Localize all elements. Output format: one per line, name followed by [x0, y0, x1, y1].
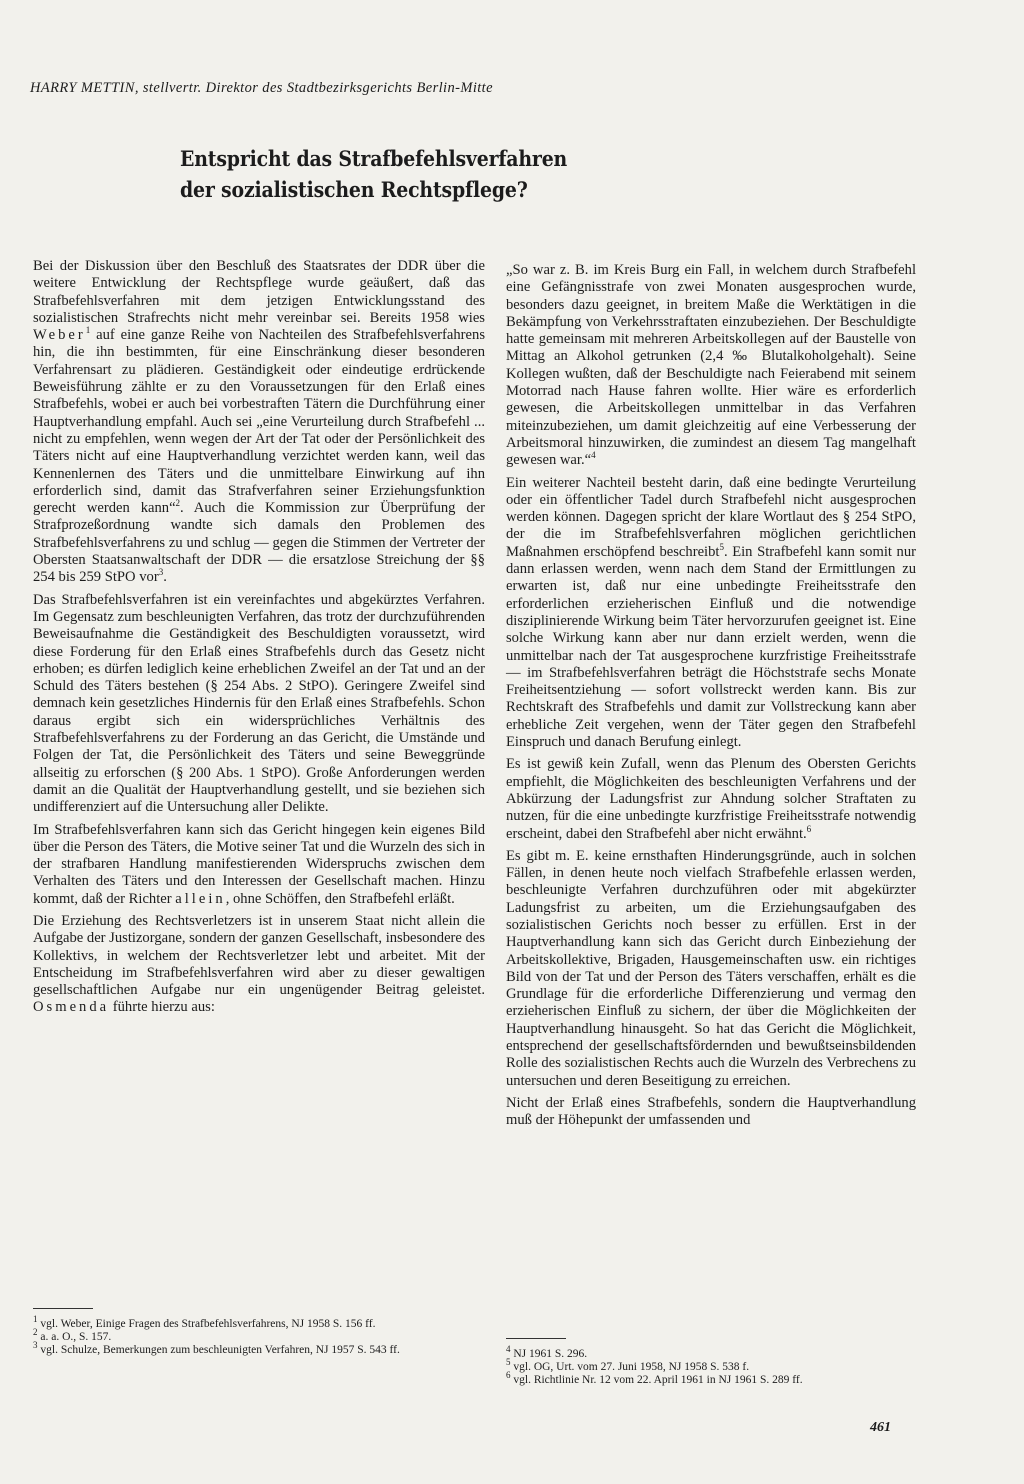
footnote-ref[interactable]: 1 — [85, 325, 91, 336]
footnote-number: 4 — [506, 1344, 511, 1355]
footnote-1 — [33, 1314, 485, 1331]
emphasis-spaced: allein — [175, 890, 226, 907]
footnote-number: 6 — [506, 1370, 511, 1381]
footnote-6 — [506, 1370, 916, 1387]
footnote-rule-right — [506, 1338, 566, 1339]
left-paragraph-4 — [33, 913, 485, 1017]
footnote-4 — [506, 1344, 916, 1361]
article-title — [180, 143, 684, 205]
title-line-1: Entspricht das Strafbefehlsverfahren — [180, 146, 568, 171]
footnotes-right — [506, 1344, 916, 1387]
footnote-text: vgl. Richtlinie Nr. 12 vom 22. April 1961 in NJ 1961 S. 289 ff. — [513, 1374, 803, 1386]
right-paragraph-1 — [506, 262, 916, 470]
text-run: Ein weiterer Nachteil besteht darin, daß eine bedingte Verurteilung oder ein öffentlicher Tadel durch Strafbefehl nicht ausgesprochen werden können. Dagegen spricht der klare Wortlaut des § 254 StPO, der die im Strafbefehlsverfahren möglichen gerichtlichen Maßnahmen erschöpfend beschreibt — [506, 474, 916, 560]
footnote-text: vgl. OG, Urt. vom 27. Juni 1958, NJ 1958 S. 538 f. — [513, 1361, 750, 1373]
text-run: Die Erziehung des Rechtsverletzers ist in unserem Staat nicht allein die Aufgabe der Justizorgane, sondern der ganzen Gesellschaft, insbesondere des Kollektivs, in welchem der Rechtsverletzer lebt und arbeitet. Mit der Entscheidung im Strafbefehlsverfahren wird aber zu dieser gewaltigen gesellschaftlichen Aufgabe nur ein ungenügender Beitrag geleistet. — [33, 912, 485, 999]
text-run: Bei der Diskussion über den Beschluß des Staatsrates der DDR über die weitere Entwicklung der Rechtspflege wurde geäußert, daß das Strafbefehlsverfahren mit dem jetzigen Entwicklungsstand des sozialistischen Strafrechts nicht mehr vereinbar sei. Bereits 1958 wies — [33, 258, 485, 326]
footnote-5 — [506, 1357, 916, 1374]
footnote-rule-left — [33, 1308, 93, 1309]
footnote-ref[interactable]: 3 — [158, 567, 164, 578]
footnotes-left — [33, 1314, 485, 1357]
left-column — [33, 258, 485, 1022]
text-run: führte hierzu aus: — [109, 999, 215, 1016]
text-run: auf eine ganze Reihe von Nachteilen des Strafbefehlsverfahrens hin, die ihn bestimmten, für eine Einschränkung dieser besonderen Verfahrensart zu plädieren. Geständigkeit oder eindeutige erdrückende Beweisführung zählte er zu den Voraussetzungen für den Erlaß eines Strafbefehls, wobei er auch bei vorbestraften Tätern die Durchführung einer Hauptverhandlung empfahl. Auch sei „eine Verurteilung durch Strafbefehl ... nicht zu empfehlen, wenn wegen der Art der Tat oder der Persönlichkeit des Täters nicht auf eine Hauptverhandlung verzichtet werden kann, weil das Kennenlernen des Täters und die unmittelbare Einwirkung auf ihn erforderlich sind, damit das Strafverfahren seiner Erziehungsfunktion gerecht werden kann“ — [33, 327, 485, 517]
footnote-ref[interactable]: 5 — [719, 541, 724, 552]
right-paragraph-4: Es gibt m. E. keine ernsthaften Hinderungsgründe, auch in solchen Fällen, in denen heute noch vielfach Strafbefehle erlassen werden, beschleunigte Verfahren durchzuführen oder mit abgekürzter Ladungsfrist zu arbeiten, um die Erziehungsaufgaben des sozialistischen Gerichts noch besser zu erfüllen. Erst in der Hauptverhandlung kann sich das Gericht durch Einbeziehung der Arbeitskollektive, Brigaden, Hausgemeinschaften usw. ein richtiges Bild von der Tat und der Person des Täters verschaffen, erhält es die Grundlage für die erforderliche Differenzierung und vermag den erzieherischen Einfluß zu sichern, der über die Möglichkeiten der Hauptverhandlung hinausgeht. So hat das Gericht die Möglichkeit, entsprechend der gesellschaftsfördernden und bewußtseinsbildenden Rolle des sozialistischen Rechts auch die Wurzeln des Verbrechens zu untersuchen und deren Beseitigung zu erreichen. — [506, 847, 916, 1089]
page-number: 461 — [870, 1420, 891, 1435]
left-paragraph-2: Das Strafbefehlsverfahren ist ein vereinfachtes und abgekürztes Verfahren. Im Gegensatz zum beschleunigten Verfahren, das trotz der durchzuführenden Beweisaufnahme die Geständigkeit des Beschuldigten voraussetzt, wird diese Forderung für den Erlaß eines Strafbefehls durch das Gesetz nicht erhoben; es dürfen lediglich keine erheblichen Zweifel an der Tat und an der Schuld des Täters bestehen (§ 254 Abs. 2 StPO). Geringere Zweifel sind demnach kein gesetzliches Hindernis für den Erlaß eines Strafbefehls. Schon daraus ergibt sich ein widersprüchliches Verhältnis des Strafbefehlsverfahrens zu der Forderung an das Gericht, die Umstände und Folgen der Tat, die Persönlichkeit des Täters und seine Beweggründe allseitig zu erforschen (§ 200 Abs. 1 StPO). Große Anforderungen werden damit an die Qualität der Hauptverhandlung gestellt, und sie beziehen sich undifferenziert auf die Untersuchung aller Delikte. — [33, 591, 485, 816]
author-byline: HARRY METTIN, stellvertr. Direktor des Stadtbezirksgerichts Berlin-Mitte — [30, 80, 493, 96]
text-run: Es ist gewiß kein Zufall, wenn das Plenum des Obersten Gerichts empfiehlt, die Möglichkeiten des beschleunigten Verfahrens und der Abkürzung der Ladungsfrist zur Ahndung solcher Straftaten zu nutzen, für die eine unbedingte kurzfristige Freiheitsstrafe notwendig erscheint, dabei den Strafbefehl aber nicht erwähnt. — [506, 756, 916, 842]
title-line-2: der sozialistischen Rechtspflege? — [180, 177, 528, 202]
text-run: . — [163, 569, 167, 586]
footnote-number: 1 — [33, 1314, 38, 1325]
text-run: „So war z. B. im Kreis Burg ein Fall, in welchem durch Strafbefehl eine Gefängnisstrafe von zwei Monaten ausgesprochen wurde, besonders dazu geeignet, in breitem Maße die Werktätigen in die Bekämpfung von Verkehrsstraftaten einzubeziehen. Der Beschuldigte hatte gemeinsam mit mehreren Arbeitskollegen auf der Baustelle von Mittag an Alkohol getrunken (2,4 ‰ Blutalkoholgehalt). Seine Kollegen wußten, daß der Beschuldigte nach Feierabend mit seinem Motorrad nach Hause fahren wollte. Hier wäre es erforderlich gewesen, die Arbeitskollegen unmittelbar in das Verfahren miteinzubeziehen, um damit gleichzeitig auf eine Verbesserung der Arbeitsmoral hinzuwirken, die zumindest an diesem Tag mangelhaft gewesen war.“ — [506, 262, 916, 469]
footnote-ref[interactable]: 2 — [175, 498, 181, 509]
author-name-spaced: Osmenda — [33, 999, 110, 1016]
right-paragraph-3 — [506, 756, 916, 842]
author-name-spaced: Weber — [33, 327, 86, 344]
left-paragraph-1 — [33, 258, 485, 587]
right-paragraph-2 — [506, 475, 916, 752]
footnote-number: 5 — [506, 1357, 511, 1368]
text-run: . Auch die Kommission zur Überprüfung der Strafprozeßordnung wandte sich damals den Problemen des Strafbefehlsverfahrens zu und schlug — gegen die Stimmen der Vertreter der Obersten Staatsanwaltschaft der DDR — die ersatzlose Streichung der §§ 254 bis 259 StPO vor — [33, 500, 486, 586]
text-run: , ohne Schöffen, den Strafbefehl erläßt. — [225, 890, 455, 907]
right-paragraph-5: Nicht der Erlaß eines Strafbefehls, sondern die Hauptverhandlung muß der Höhepunkt der umfassenden und — [506, 1094, 916, 1129]
left-paragraph-3 — [33, 822, 485, 908]
footnote-text: NJ 1961 S. 296. — [513, 1348, 588, 1360]
footnote-text: vgl. Weber, Einige Fragen des Strafbefehlsverfahrens, NJ 1958 S. 156 ff. — [40, 1318, 376, 1330]
footnote-text: a. a. O., S. 157. — [40, 1331, 112, 1343]
right-column — [506, 262, 916, 1135]
text-run: . Ein Strafbefehl kann somit nur dann erlassen werden, wenn nach dem Stand der Ermittlungen zu erwarten ist, daß nur eine unbedingte Freiheitsstrafe den erforderlichen erzieherischen Einfluß und die notwendige disziplinierende Wirkung beim Täter hervorzurufen geeignet ist. Eine solche Wirkung kann aber nur dann erzielt werden, wenn die unmittelbar nach der Tat ausgesprochene kurzfristige Freiheitsstrafe — im Strafbefehlsverfahren beträgt die Höchststrafe sechs Monate Freiheitsentziehung — sofort vollstreckt werden kann. Bis zur Rechtskraft des Strafbefehls und damit zur Vollstreckung kann aber erhebliche Zeit vergehen, wenn der Täter gegen den Strafbefehl Einspruch und danach Berufung einlegt. — [506, 543, 916, 751]
footnote-ref[interactable]: 4 — [591, 450, 596, 461]
footnote-text: vgl. Schulze, Bemerkungen zum beschleunigten Verfahren, NJ 1957 S. 543 ff. — [40, 1344, 400, 1356]
footnote-number: 3 — [33, 1340, 38, 1351]
text-run: Im Strafbefehlsverfahren kann sich das Gericht hingegen kein eigenes Bild über die Person des Täters, die Motive seiner Tat und die Wurzeln des sich in der strafbaren Handlung manifestierenden Widerspruchs zwischen dem Verhalten des Täters und den Interessen der Gesellschaft machen. Hinzu kommt, daß der Richter — [33, 821, 485, 907]
footnote-ref[interactable]: 6 — [806, 823, 812, 834]
footnote-number: 2 — [33, 1327, 38, 1338]
footnote-2 — [33, 1327, 485, 1344]
footnote-3 — [33, 1340, 485, 1357]
